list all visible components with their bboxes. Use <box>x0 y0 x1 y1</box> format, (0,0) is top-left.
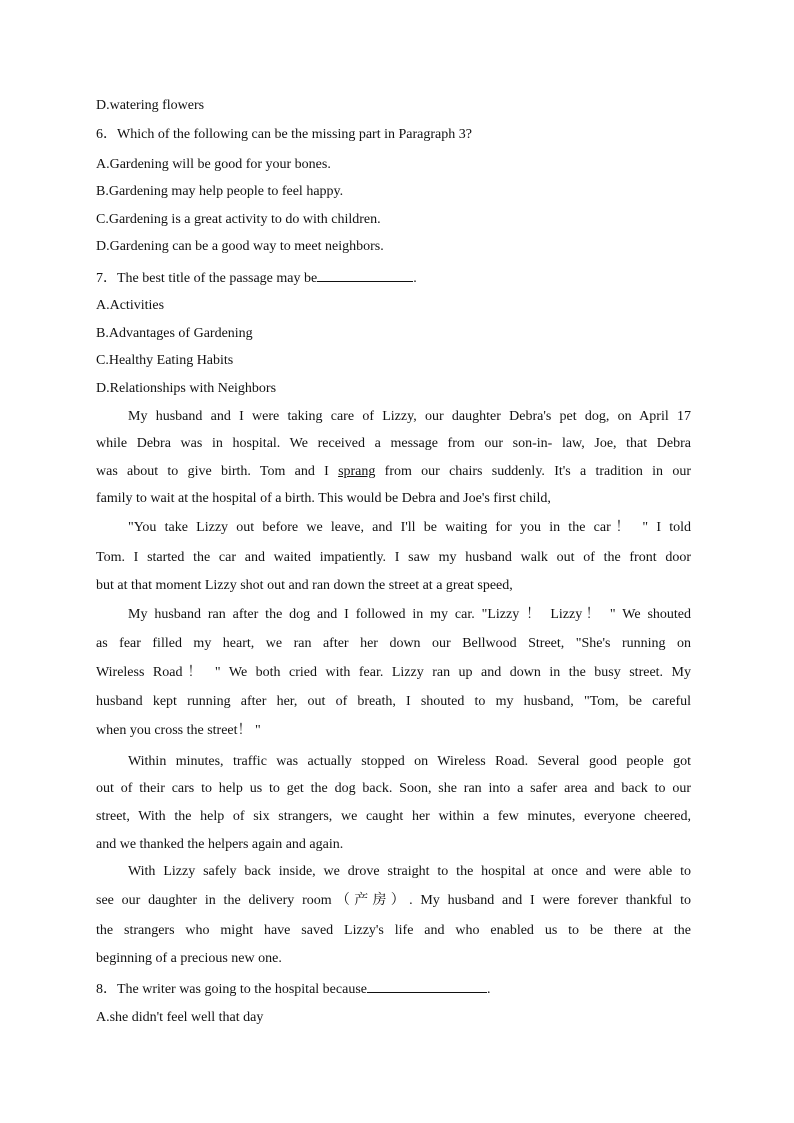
q7-option-c: C.Healthy Eating Habits <box>96 353 234 368</box>
q8-question-text: 8．The writer was going to the hospital because <box>96 982 367 997</box>
passage-line: and we thanked the helpers again and again. <box>96 837 344 852</box>
passage-line: see our daughter in the delivery room（产房）. My husband and I were forever thankful to <box>96 893 691 908</box>
passage-line: With Lizzy safely back inside, we drove straight to the hospital at once and were able to <box>128 864 691 879</box>
passage-line: husband kept running after her, out of breath, I shouted to my husband, "Tom, be careful <box>96 694 691 709</box>
passage-line: My husband and I were taking care of Lizzy, our daughter Debra's pet dog, on April 17 <box>128 409 691 424</box>
passage-line: Within minutes, traffic was actually stopped on Wireless Road. Several good people got <box>128 754 691 769</box>
passage-line: while Debra was in hospital. We received a message from our son-in- law, Joe, that Debra <box>96 436 691 451</box>
passage-line: "You take Lizzy out before we leave, and I'll be waiting for you in the car！ " I told <box>128 520 691 535</box>
passage-line: My husband ran after the dog and I followed in my car. "Lizzy ！ Lizzy！ " We shouted <box>128 607 691 622</box>
passage-line: Tom. I started the car and waited impatiently. I saw my husband walk out of the front door <box>96 550 691 565</box>
q8-question <box>96 978 490 996</box>
passage-text: from our chairs suddenly. It's a tradition in our <box>375 464 691 479</box>
q6-question: 6．Which of the following can be the missing part in Paragraph 3? <box>96 127 472 142</box>
q7-question <box>96 267 417 285</box>
passage-text: was about to give birth. Tom and I <box>96 464 339 479</box>
passage-line: but at that moment Lizzy shot out and ran down the street at a great speed, <box>96 578 513 593</box>
passage-line: Wireless Road！ " We both cried with fear. Lizzy ran up and down in the busy street. My <box>96 665 691 680</box>
passage-line <box>96 463 691 481</box>
underlined-word: sprang <box>338 464 376 479</box>
q7-option-d: D.Relationships with Neighbors <box>96 381 277 396</box>
q8-option-a: A.she didn't feel well that day <box>96 1010 264 1025</box>
passage-line: when you cross the street！ " <box>96 723 261 738</box>
q6-option-c: C.Gardening is a great activity to do with children. <box>96 212 381 227</box>
q7-answer-blank[interactable] <box>317 267 413 282</box>
q7-option-b: B.Advantages of Gardening <box>96 326 253 341</box>
q7-option-a: A.Activities <box>96 298 165 313</box>
q6-option-b: B.Gardening may help people to feel happy. <box>96 184 344 199</box>
q8-answer-blank[interactable] <box>367 978 487 993</box>
q6-option-a: A.Gardening will be good for your bones. <box>96 157 331 172</box>
q5-option-d: D.watering flowers <box>96 98 205 113</box>
q7-question-text: 7．The best title of the passage may be <box>96 271 318 286</box>
passage-line: beginning of a precious new one. <box>96 951 282 966</box>
q8-question-end: . <box>486 982 491 997</box>
passage-line: the strangers who might have saved Lizzy's life and who enabled us to be there at the <box>96 923 691 938</box>
passage-line: street, With the help of six strangers, we caught her within a few minutes, everyone cheered, <box>96 809 691 824</box>
q7-question-end: . <box>413 271 417 286</box>
passage-line: family to wait at the hospital of a birth. This would be Debra and Joe's first child, <box>96 491 551 506</box>
passage-line: as fear filled my heart, we ran after her down our Bellwood Street, "She's running on <box>96 636 691 651</box>
passage-line: out of their cars to help us to get the dog back. Soon, she ran into a safer area and back to our <box>96 781 691 796</box>
q6-option-d: D.Gardening can be a good way to meet neighbors. <box>96 239 384 254</box>
